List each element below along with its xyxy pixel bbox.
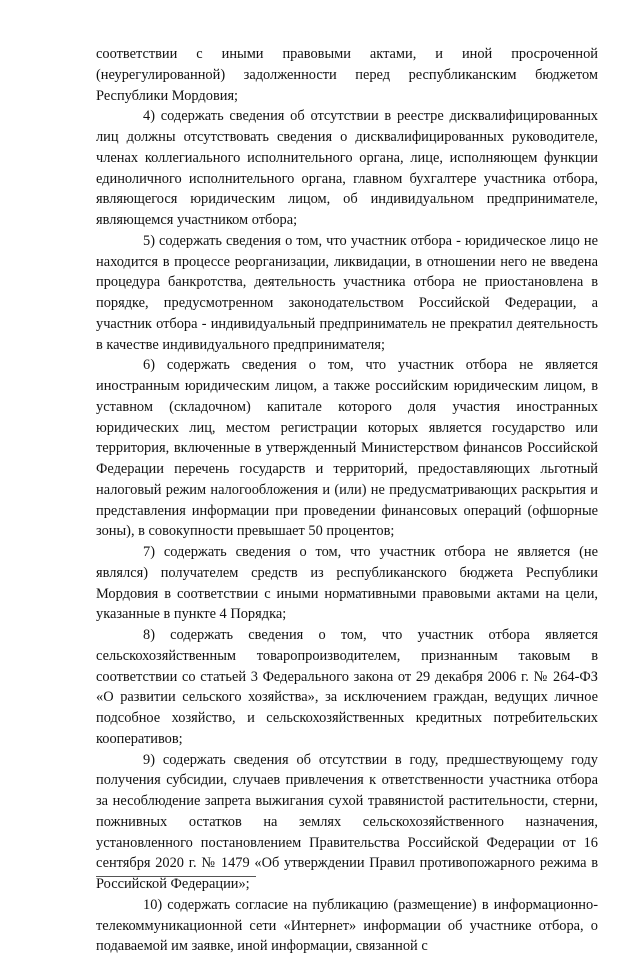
footnote-separator [96,876,256,877]
paragraph-item-10: 10) содержать согласие на публикацию (размещение) в информационно-телекоммуникационной сети «Интернет» информации об участнике отбора, о подаваемой им заявке, иной информации, связанной с [96,896,598,955]
document-page [96,44,598,957]
paragraph-item-8: 8) содержать сведения о том, что участник отбора является сельскохозяйственным товаропроизводителем, признанным таковым в соответствии со статьей 3 Федерального закона от 29 декабря 2006 г. № 264-ФЗ «О развитии сельского хозяйства», за исключением граждан, ведущих личное подсобное хозяйство, и сельскохозяйственных кредитных потребительских кооперативов; [96,627,598,747]
paragraph-continuation: соответствии с иными правовыми актами, и иной просроченной (неурегулированной) задолженности перед республиканским бюджетом Республики Мордовия; [96,46,598,104]
paragraph-item-6: 6) содержать сведения о том, что участник отбора не является иностранным юридическим лицом, а также российским юридическим лицом, в уставном (складочном) капитале которого доля участия иностранных юридических лиц, местом регистрации которых является государство или территория, включенные в утвержденный Министерством финансов Российской Федерации перечень государств и территорий, предоставляющих льготный налоговый режим налогообложения и (или) не предусматривающих раскрытия и представления информации при проведении финансовых операций (офшорные зоны), в совокупности превышает 50 процентов; [96,357,598,540]
paragraph-item-5: 5) содержать сведения о том, что участник отбора - юридическое лицо не находится в процессе реорганизации, ликвидации, в отношении него не введена процедура банкротства, деятельность участника отбора не приостановлена в порядке, предусмотренном законодательством Российской Федерации, а участник отбора - индивидуальный предприниматель не прекратил деятельность в качестве индивидуального предпринимателя; [96,232,598,353]
paragraph-item-7: 7) содержать сведения о том, что участник отбора не является (не являлся) получателем средств из республиканского бюджета Республики Мордовия в соответствии с иными нормативными правовыми актами на цели, указанные в пункте 4 Порядка; [96,544,598,623]
paragraph-item-9: 9) содержать сведения об отсутствии в году, предшествующему году получения субсидии, случаев привлечения к ответственности участника отбора за несоблюдение запрета выжигания сухой травянистой растительности, стерни, пожнивных остатков на землях сельскохозяйственного назначения, установленного постановлением Правительства Российской Федерации от 16 сентября 2020 г. № 1479 «Об утверждении Правил противопожарного режима в Российской Федерации»; [96,751,598,892]
paragraph-item-4: 4) содержать сведения об отсутствии в реестре дисквалифицированных лиц должны отсутствовать сведения о дисквалифицированных руководителе, членах коллегиального исполнительного органа, лице, исполняющем функции единоличного исполнительного органа, главном бухгалтере участника отбора, являющегося юридическим лицом, об индивидуальном предпринимателе, являющемся участником отбора; [96,108,598,228]
